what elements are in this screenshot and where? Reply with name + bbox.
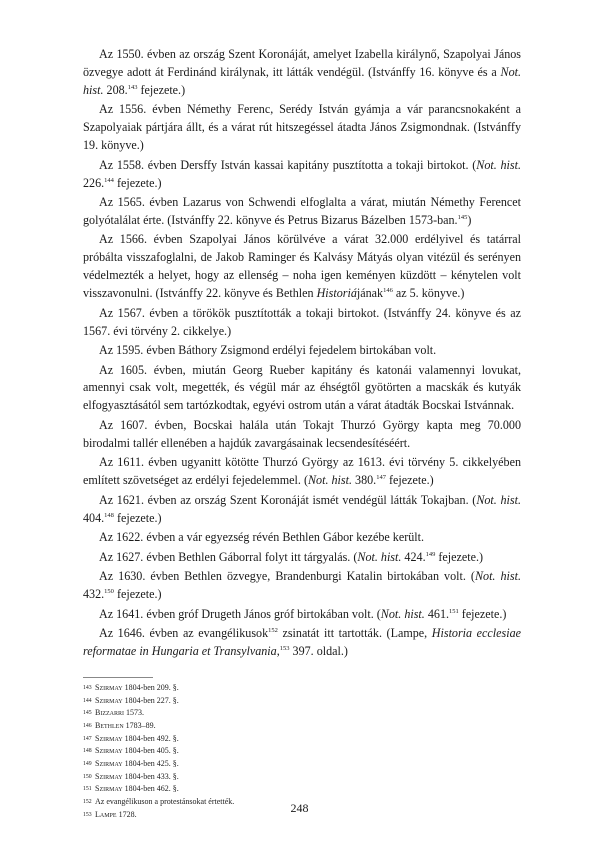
footnote-text: 1804-ben 462. §. <box>122 784 179 794</box>
paragraph: Az 1556. évben Némethy Ferenc, Serédy István gyámja a vár parancsnokaként a Szapolyaiak pártjára állt, és a várat rút hitszegéssel átadta János Zsigmondnak. (Istvánffy 19. könyve.) <box>83 102 521 153</box>
footnote-author: Bizzarri <box>95 708 124 718</box>
footnote-number: 145 <box>83 710 92 717</box>
footnote-author: Szirmay <box>95 695 123 705</box>
footnote-text: 1804-ben 227. §. <box>122 695 179 705</box>
footnote-text: 1804-ben 209. §. <box>122 682 179 692</box>
footnote <box>83 783 521 796</box>
footnote-author: Szirmay <box>95 682 123 692</box>
footnote-number: 146 <box>83 722 92 729</box>
footnote-text: 1783–89. <box>123 720 156 730</box>
footnote <box>83 682 521 695</box>
footnote-number: 152 <box>83 799 92 806</box>
footnote-number: 143 <box>83 684 92 691</box>
footnote-text: 1804-ben 405. §. <box>122 746 179 756</box>
paragraph: Az 1558. évben Dersffy István kassai kapitány pusztította a tokaji birtokot. (Not. hist. 226.$^{144}$ fejezete.) <box>83 157 521 190</box>
footnote-author: Szirmay <box>95 746 123 756</box>
footnote <box>83 733 521 746</box>
footnote <box>83 771 521 784</box>
paragraph: Az 1627. évben Bethlen Gáborral folyt itt tárgyalás. (Not. hist. 424.$^{149}$ fejezete.) <box>99 549 484 564</box>
paragraph: Az 1566. évben Szapolyai János körülvéve a várat 32.000 erdélyivel és tatárral próbálta visszafoglalni, de Jakob Raminger és Kalvásy Mátyás olyan vitézül és serényen védelmezték a helyet, hogy az ellenség – noha igen keményen küzdött – kénytelen volt visszavonulni. (Istvánffy 22. könyve és Bethlen Historiájának$^{146}$ az 5. könyve.) <box>83 232 521 301</box>
footnote-text: Az evangélikuson a protestánsokat értették. <box>95 797 235 807</box>
footnote-text: 1804-ben 433. §. <box>122 771 179 781</box>
footnote-number: 151 <box>83 786 92 793</box>
footnote-author: Szirmay <box>95 771 123 781</box>
footnote-number: 150 <box>83 773 92 780</box>
footnote <box>83 745 521 758</box>
paragraph: Az 1605. évben, miután Georg Rueber kapitány és katonái valamennyi lovukat, amennyi csak volt, megették, és végül már az éhségtől gyötörten a macskák és kutyák elfogyasztásától sem tartózkodtak, egyévi ostrom után a várat átadták Bocskai Istvánnak. <box>83 362 521 413</box>
paragraph: Az 1611. évben ugyanitt kötötte Thurzó György az 1613. évi törvény 5. cikkelyében említett szövetséget az erdélyi fejedelemmel. (Not. hist. 380.$^{147}$ fejezete.) <box>83 455 521 488</box>
footnote <box>83 758 521 771</box>
footnote <box>83 707 521 720</box>
page-body <box>83 46 521 822</box>
footnote-author: Lampe <box>95 809 117 819</box>
footnote-number: 144 <box>83 697 92 704</box>
paragraph: Az 1621. évben az ország Szent Koronáját ismét vendégül látták Tokajban. (Not. hist. 404.$^{148}$ fejezete.) <box>83 492 521 525</box>
paragraph: Az 1607. évben, Bocskai halála után Tokajt Thurzó György kapta meg 70.000 birodalmi tallér ellenében a hajdúk zavargásainak lecsendesítéséért. <box>83 417 521 450</box>
footnote <box>83 720 521 733</box>
footnote-author: Szirmay <box>95 733 123 743</box>
paragraph: Az 1550. évben az ország Szent Koronáját, amelyet Izabella királynő, Szapolyai János özvegye adott át Ferdinánd királynak, itt látták vendégül. (Istvánffy 16. könyve és a Not. hist. 208.$^{143}$ fejezete.) <box>83 47 521 97</box>
footnote-number: 147 <box>83 735 92 742</box>
footnote-number: 148 <box>83 748 92 755</box>
footnote-number: 153 <box>83 811 92 818</box>
footnote-separator <box>83 677 153 678</box>
footnote-author: Szirmay <box>95 759 123 769</box>
footnote-author: Szirmay <box>95 784 123 794</box>
paragraph: Az 1641. évben gróf Drugeth János gróf birtokában volt. (Not. hist. 461.$^{151}$ fejezete.) <box>99 606 507 621</box>
paragraph: Az 1646. évben az evangélikusok$^{152}$ zsinatát itt tartották. (Lampe, Historia ecclesiae reformatae in Hungaria et Transylvania,$^{153}$ 397. oldal.) <box>83 626 521 658</box>
footnote-text: 1804-ben 425. §. <box>122 759 179 769</box>
paragraph: Az 1630. évben Bethlen özvegye, Brandenburgi Katalin birtokában volt. (Not. hist. 432.$^{150}$ fejezete.) <box>83 569 521 601</box>
footnote-text: 1804-ben 492. §. <box>122 733 179 743</box>
page-number: 248 <box>290 801 309 815</box>
paragraph: Az 1567. évben a törökök pusztították a tokaji birtokot. (Istvánffy 24. könyve és az 1567. évi törvény 2. cikkelye.) <box>83 305 521 338</box>
footnote <box>83 695 521 708</box>
footnote-author: Bethlen <box>95 720 124 730</box>
footnote-text: 1573. <box>124 708 144 718</box>
paragraph: Az 1622. évben a vár egyezség révén Bethlen Gábor kezébe került. <box>99 530 425 545</box>
footnote-number: 149 <box>83 761 92 768</box>
main-text <box>83 46 521 661</box>
paragraph: Az 1565. évben Lazarus von Schwendi elfoglalta a várat, miután Némethy Ferencet golyótalálat érte. (Istvánffy 22. könyve és Petrus Bizarus Bázelben 1573-ban.$^{145}$) <box>83 195 521 227</box>
footnote-text: 1728. <box>116 809 137 819</box>
paragraph: Az 1595. évben Báthory Zsigmond erdélyi fejedelem birtokában volt. <box>99 343 437 358</box>
